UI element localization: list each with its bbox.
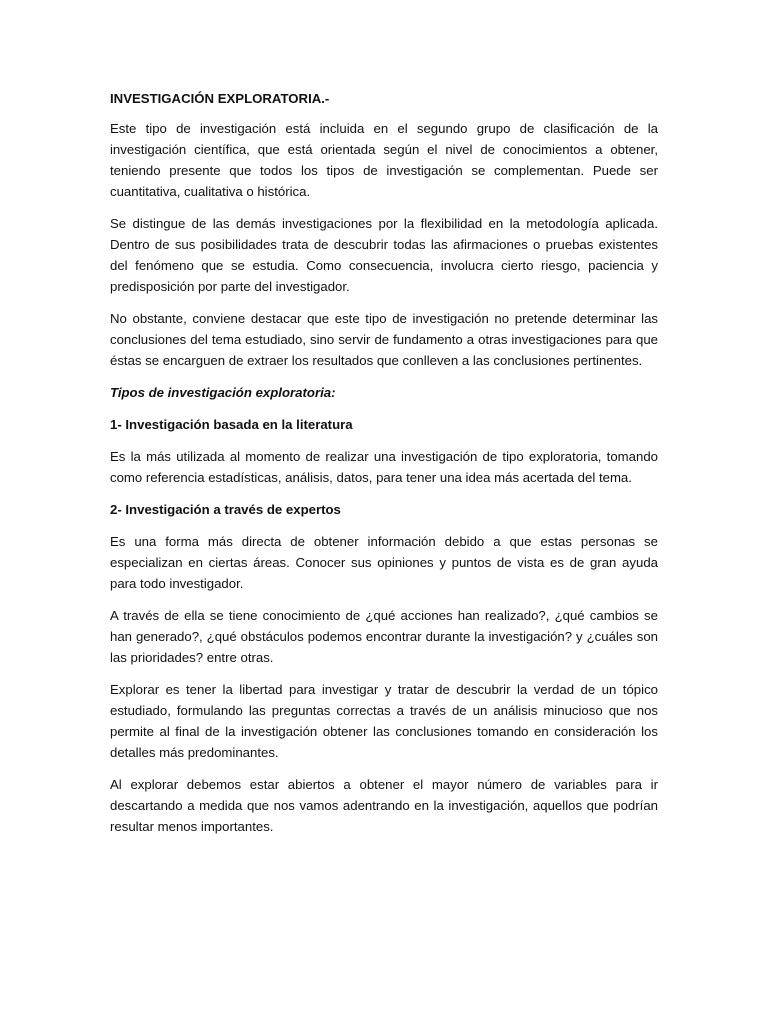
document-page bbox=[110, 88, 658, 848]
section-2-heading: 2- Investigación a través de expertos bbox=[110, 502, 341, 517]
section-2-paragraph-1: Es una forma más directa de obtener información debido a que estas personas se especializan en ciertas áreas. Conocer sus opiniones y puntos de vista es de gran ayuda para todo investigador. bbox=[110, 534, 658, 591]
document-title: INVESTIGACIÓN EXPLORATORIA.- bbox=[110, 91, 330, 106]
section-2-paragraph-3: Explorar es tener la libertad para investigar y tratar de descubrir la verdad de un tópico estudiado, formulando las preguntas correctas a través de un análisis minucioso que nos permite al final de la investigación obtener las conclusiones tomando en consideración los detalles más predominantes. bbox=[110, 682, 658, 760]
section-2-paragraph-2: A través de ella se tiene conocimiento de ¿qué acciones han realizado?, ¿qué cambios se han generado?, ¿qué obstáculos podemos encontrar durante la investigación? y ¿cuáles son las prioridades? entre otras. bbox=[110, 608, 658, 665]
intro-paragraph-1: Este tipo de investigación está incluida en el segundo grupo de clasificación de la investigación científica, que está orientada según el nivel de conocimientos a obtener, teniendo presente que todos los tipos de investigación se complementan. Puede ser cuantitativa, cualitativa o histórica. bbox=[110, 121, 658, 199]
intro-paragraph-2: Se distingue de las demás investigaciones por la flexibilidad en la metodología aplicada. Dentro de sus posibilidades trata de descubrir todas las afirmaciones o pruebas existentes del fenómeno que se estudia. Como consecuencia, involucra cierto riesgo, paciencia y predisposición por parte del investigador. bbox=[110, 216, 658, 294]
section-2-paragraph-4: Al explorar debemos estar abiertos a obtener el mayor número de variables para ir descartando a medida que nos vamos adentrando en la investigación, aquellos que podrían resultar menos importantes. bbox=[110, 777, 658, 834]
intro-paragraph-3: No obstante, conviene destacar que este tipo de investigación no pretende determinar las conclusiones del tema estudiado, sino servir de fundamento a otras investigaciones para que éstas se encarguen de extraer los resultados que conlleven a las conclusiones pertinentes. bbox=[110, 311, 658, 368]
section-1-paragraph: Es la más utilizada al momento de realizar una investigación de tipo exploratoria, tomando como referencia estadísticas, análisis, datos, para tener una idea más acertada del tema. bbox=[110, 449, 658, 485]
types-heading: Tipos de investigación exploratoria: bbox=[110, 385, 336, 400]
section-1-heading: 1- Investigación basada en la literatura bbox=[110, 417, 353, 432]
